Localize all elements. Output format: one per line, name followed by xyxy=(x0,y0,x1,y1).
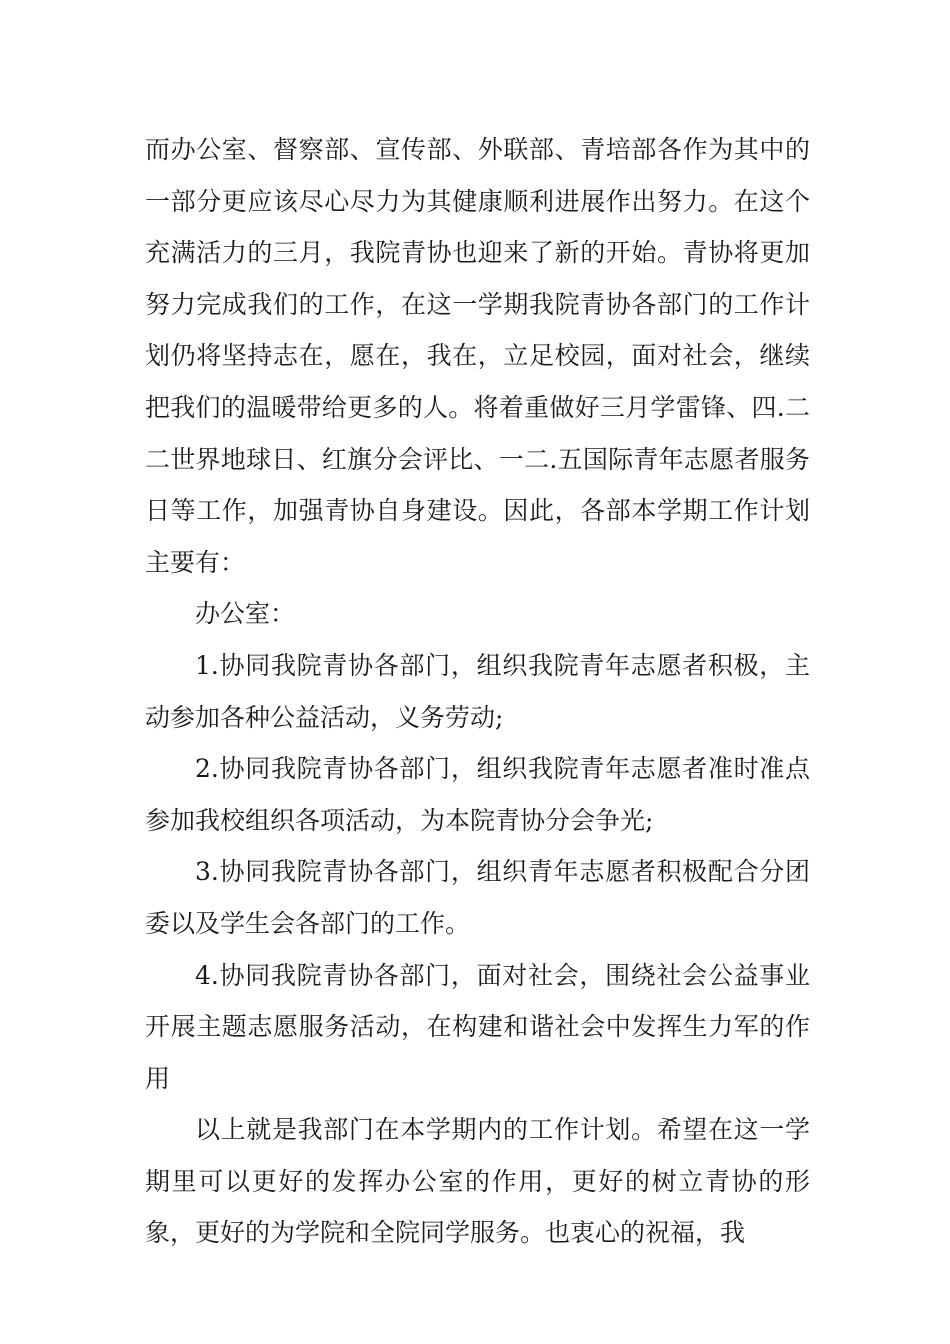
paragraph-item-2: 2.协同我院青协各部门，组织我院青年志愿者准时准点参加我校组织各项活动，为本院青协分会争光; xyxy=(145,754,810,835)
paragraph-intro: 而办公室、督察部、宣传部、外联部、青培部各作为其中的一部分更应该尽心尽力为其健康顺利进展作出努力。在这个充满活力的三月，我院青协也迎来了新的开始。青协将更加努力完成我们的工作，在这一学期我院青协各部门的工作计划仍将坚持志在，愿在，我在，立足校园，面对社会，继续把我们的温暖带给更多的人。将着重做好三月学雷锋、四.二二世界地球日、红旗分会评比、一二.五国际青年志愿者服务日等工作，加强青协自身建设。因此，各部本学期工作计划主要有： xyxy=(145,135,810,577)
paragraph-item-3: 3.协同我院青协各部门，组织青年志愿者积极配合分团委以及学生会各部门的工作。 xyxy=(145,857,810,938)
paragraph-item-4: 4.协同我院青协各部门，面对社会，围绕社会公益事业开展主题志愿服务活动，在构建和谐社会中发挥生力军的作用 xyxy=(145,960,810,1093)
document-body xyxy=(145,124,810,1259)
paragraph-item-1: 1.协同我院青协各部门，组织我院青年志愿者积极，主动参加各种公益活动，义务劳动; xyxy=(145,650,810,732)
paragraph-conclusion: 以上就是我部门在本学期内的工作计划。希望在这一学期里可以更好的发挥办公室的作用，更好的树立青协的形象，更好的为学院和全院同学服务。也衷心的祝福，我 xyxy=(145,1115,810,1248)
paragraph-office-heading: 办公室： xyxy=(195,599,296,629)
